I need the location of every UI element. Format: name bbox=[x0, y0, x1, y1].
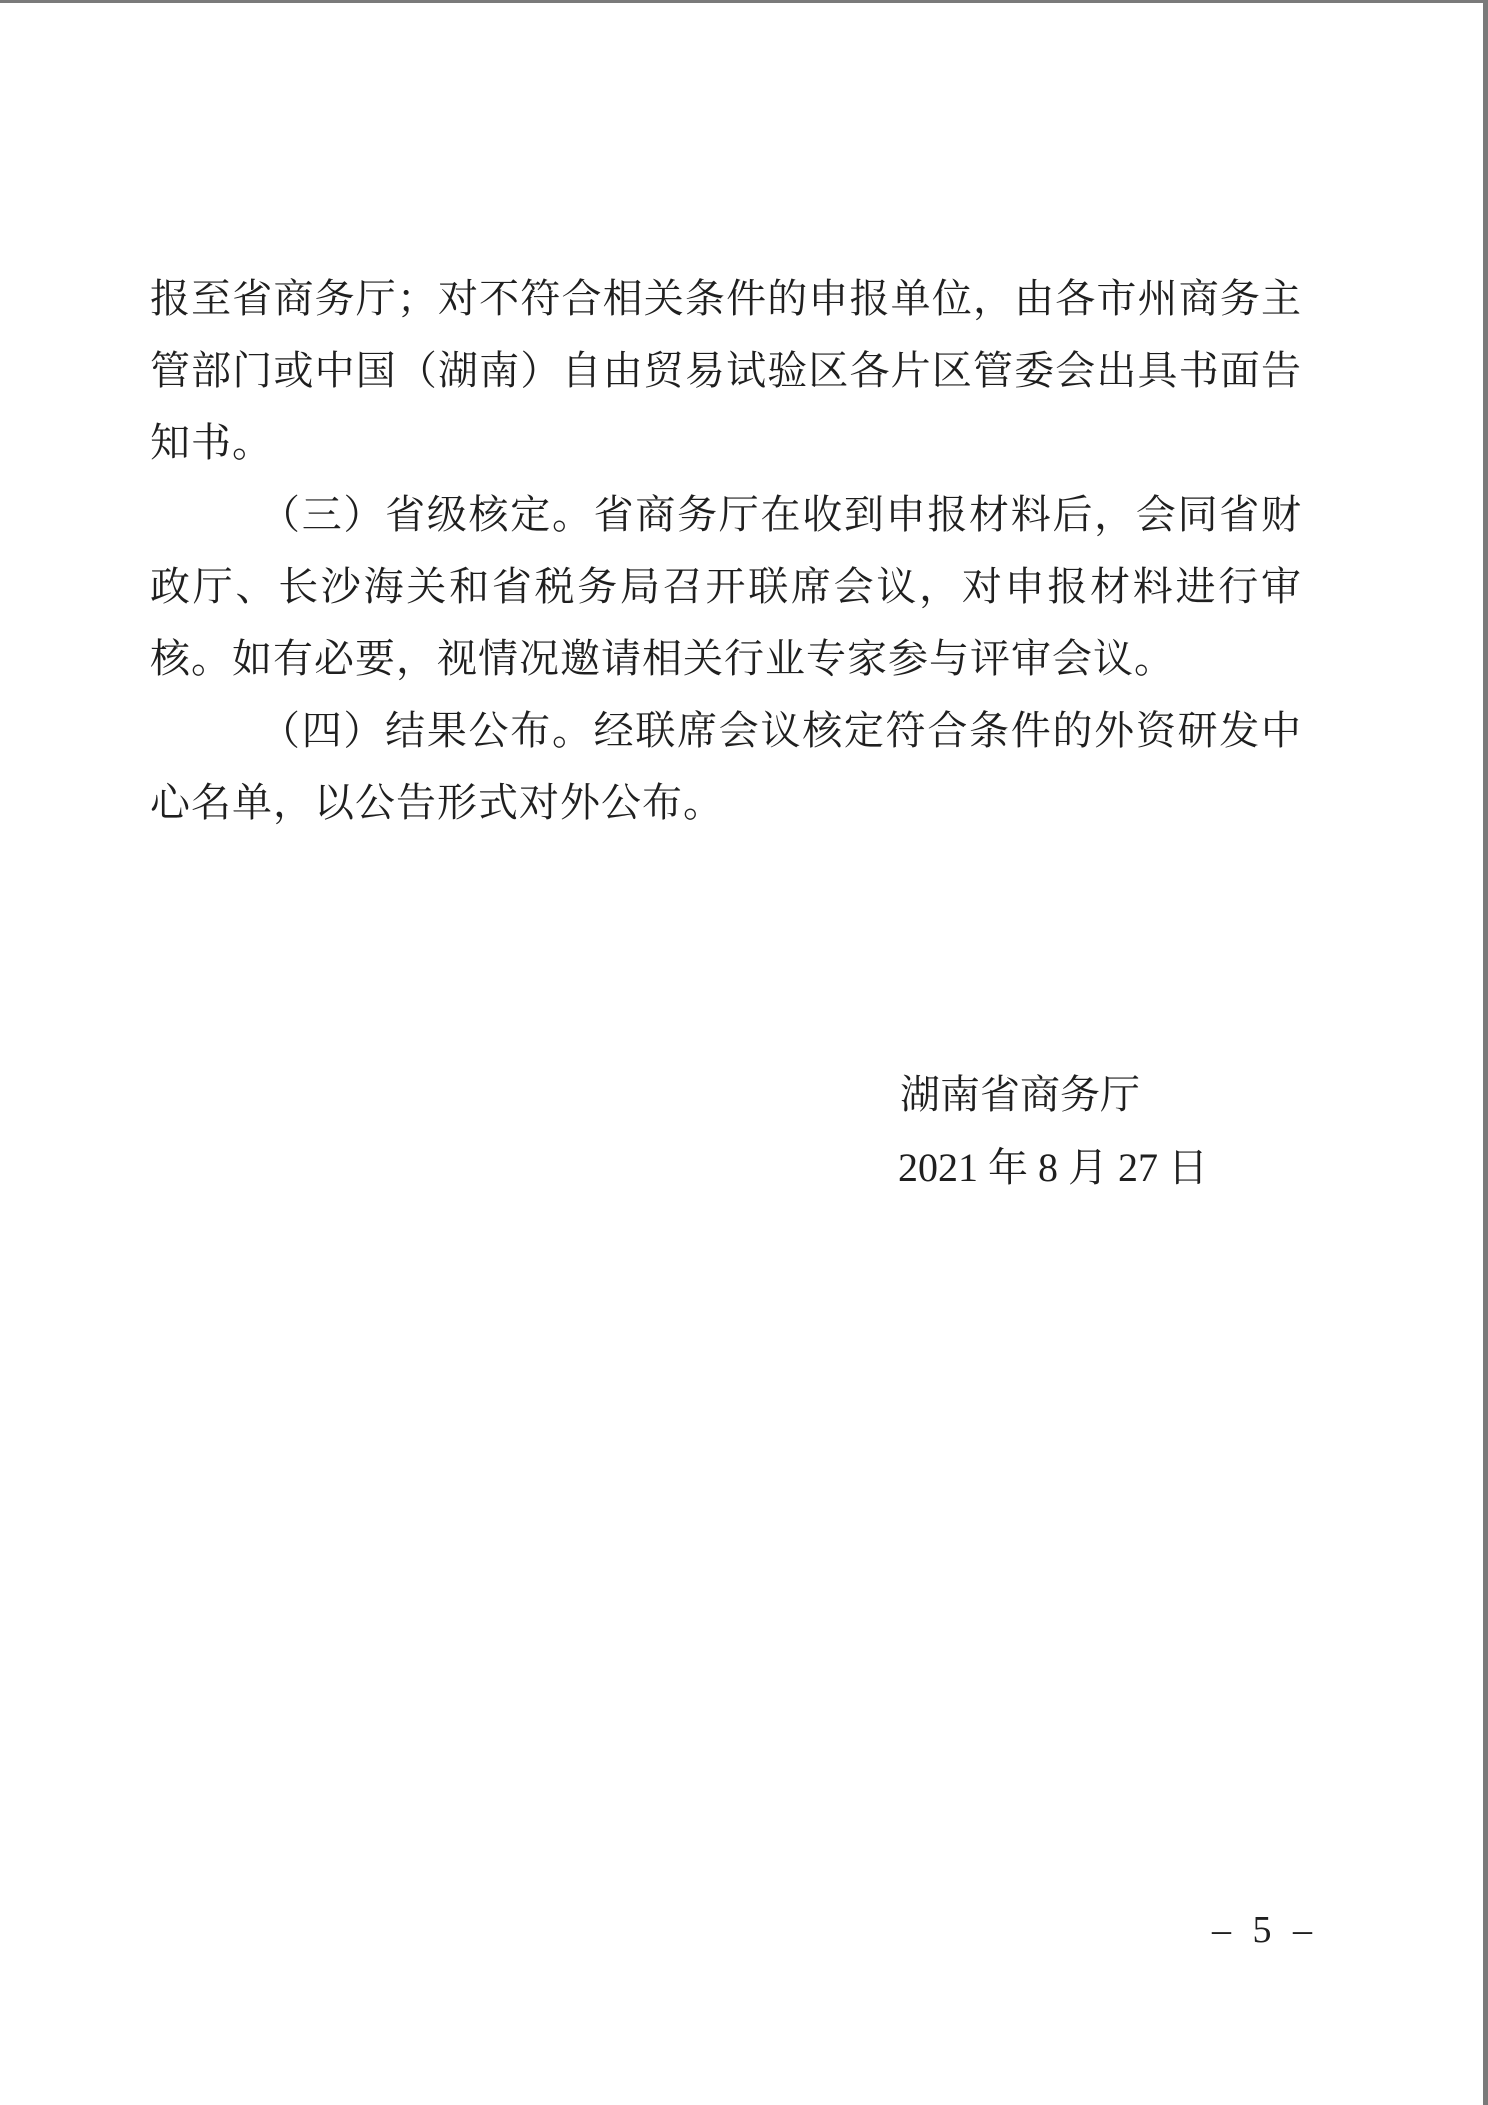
scan-top-edge-line bbox=[0, 0, 1488, 3]
signature-issuer: 湖南省商务厅 bbox=[900, 1072, 1140, 1117]
scan-right-edge-line bbox=[1483, 0, 1488, 2105]
page-number: – 5 – bbox=[1212, 1909, 1318, 1951]
paragraph-continuation: 报至省商务厅；对不符合相关条件的申报单位，由各市州商务主管部门或中国（湖南）自由贸易试验区各片区管委会出具书面告知书。 bbox=[150, 276, 1302, 465]
paragraph-item-four: （四）结果公布。经联席会议核定符合条件的外资研发中心名单，以公告形式对外公布。 bbox=[150, 708, 1302, 825]
signature-date: 2021 年 8 月 27 日 bbox=[898, 1145, 1208, 1190]
paragraph-item-three: （三）省级核定。省商务厅在收到申报材料后，会同省财政厅、长沙海关和省税务局召开联席会议，对申报材料进行审核。如有必要，视情况邀请相关行业专家参与评审会议。 bbox=[150, 492, 1302, 681]
document-body bbox=[150, 263, 1302, 839]
